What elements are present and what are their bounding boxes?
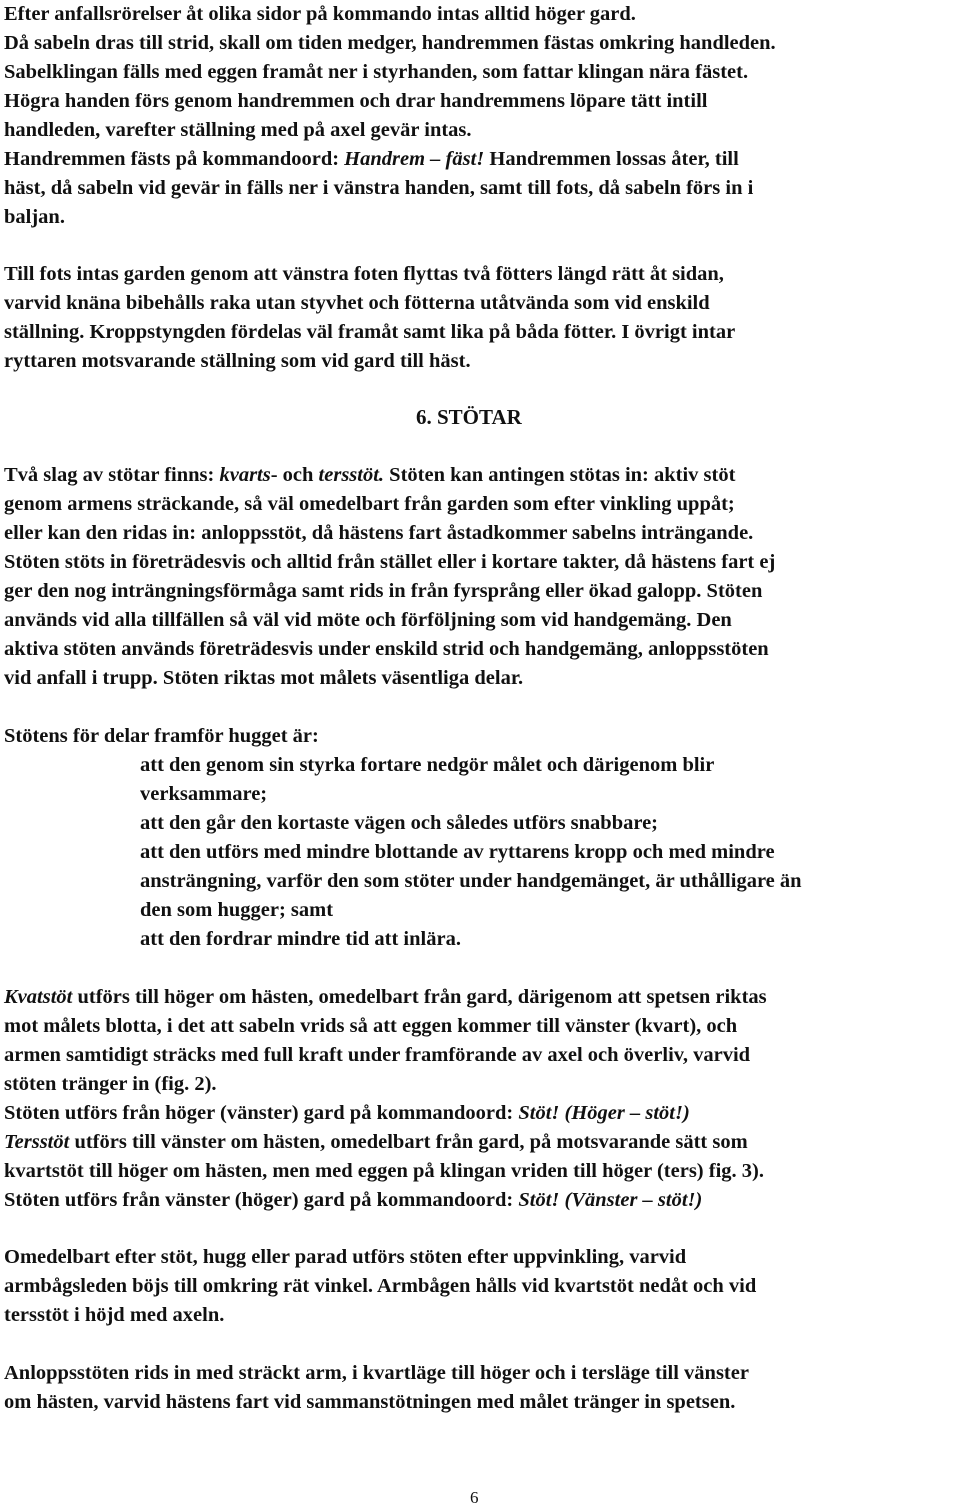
text-line: Stötens för delar framför hugget är:	[4, 725, 319, 747]
text-line: används vid alla tillfällen så väl vid möte och förföljning som vid handgemäng. Den	[4, 609, 732, 631]
text-line	[4, 983, 767, 1012]
list-item: att den går den kortaste vägen och således utförs snabbare;	[140, 812, 659, 834]
text-line: kvartstöt till höger om hästen, men med eggen på klingan vriden till höger (ters) fig. 3).	[4, 1160, 764, 1182]
text-span: utförs till höger om hästen, omedelbart från gard, därigenom att spetsen riktas	[72, 986, 767, 1008]
text-line: eller kan den ridas in: anloppsstöt, då hästens fart åstadkommer sabelns inträngande.	[4, 522, 754, 544]
text-span: Stöten utförs från vänster (höger) gard på kommandoord:	[4, 1189, 519, 1211]
text-span: Handremmen fästs på kommandoord:	[4, 148, 345, 170]
text-line	[4, 461, 735, 490]
text-line	[4, 145, 739, 174]
text-line: Till fots intas garden genom att vänstra foten flyttas två fötters längd rätt åt sidan,	[4, 263, 724, 285]
text-span: Handremmen lossas åter, till	[484, 148, 739, 170]
text-line: vid anfall i trupp. Stöten riktas mot målets väsentliga delar.	[4, 667, 524, 689]
text-line: handleden, varefter ställning med på axel gevär intas.	[4, 119, 472, 141]
term: Tersstöt	[4, 1131, 70, 1153]
list-item: ansträngning, varför den som stöter under handgemänget, är uthålligare än	[140, 870, 802, 892]
text-line: Högra handen förs genom handremmen och drar handremmens löpare tätt intill	[4, 90, 708, 112]
text-line: Stöten stöts in företrädesvis och alltid från stället eller i kortare takter, då hästens fart ej	[4, 551, 776, 573]
list-item: verksammare;	[140, 783, 268, 805]
text-line: baljan.	[4, 206, 65, 228]
text-line: om hästen, varvid hästens fart vid sammanstötningen med målet tränger in spetsen.	[4, 1391, 736, 1413]
text-line: ger den nog inträngningsförmåga samt rids in från fyrsprång eller ökad galopp. Stöten	[4, 580, 763, 602]
text-line: genom armens sträckande, så väl omedelbart från garden som efter vinkling uppåt;	[4, 493, 735, 515]
text-line: mot målets blotta, i det att sabeln vrids så att eggen kommer till vänster (kvart), och	[4, 1015, 738, 1037]
text-line: Sabelklingan fälls med eggen framåt ner i styrhanden, som fattar klingan nära fästet.	[4, 61, 749, 83]
term: tersstöt.	[318, 464, 385, 486]
text-span: Stöten kan antingen stötas in: aktiv stöt	[384, 464, 736, 486]
list-item: att den utförs med mindre blottande av ryttarens kropp och med mindre	[140, 841, 775, 863]
text-line: armen samtidigt sträcks med full kraft under framförande av axel och överliv, varvid	[4, 1044, 751, 1066]
text-line	[4, 1099, 690, 1128]
text-line	[4, 1128, 748, 1157]
text-line: ställning. Kroppstyngden fördelas väl framåt samt lika på båda fötter. I övrigt intar	[4, 321, 736, 343]
text-line: häst, då sabeln vid gevär in fälls ner i vänstra handen, samt till fots, då sabeln förs in i	[4, 177, 754, 199]
text-line	[4, 1186, 702, 1215]
text-span: Stöten utförs från höger (vänster) gard på kommandoord:	[4, 1102, 519, 1124]
command-word: Stöt! (Vänster – stöt!)	[518, 1189, 703, 1211]
text-line: stöten tränger in (fig. 2).	[4, 1073, 217, 1095]
text-line: Omedelbart efter stöt, hugg eller parad utförs stöten efter uppvinkling, varvid	[4, 1246, 687, 1268]
text-line: varvid knäna bibehålls raka utan styvhet och fötterna utåtvända som vid enskild	[4, 292, 710, 314]
command-word: Handrem – fäst!	[344, 148, 485, 170]
text-line: ryttaren motsvarande ställning som vid gard till häst.	[4, 350, 471, 372]
text-span: utförs till vänster om hästen, omedelbart från gard, på motsvarande sätt som	[69, 1131, 748, 1153]
text-line: Då sabeln dras till strid, skall om tiden medger, handremmen fästas omkring handleden.	[4, 32, 776, 54]
text-line: Anloppsstöten rids in med sträckt arm, i kvartläge till höger och i tersläge till vänster	[4, 1362, 749, 1384]
text-line: armbågsleden böjs till omkring rät vinkel. Armbågen hålls vid kvartstöt nedåt och vid	[4, 1275, 757, 1297]
text-span: - och	[270, 464, 319, 486]
term: kvarts	[219, 464, 271, 486]
list-item: att den genom sin styrka fortare nedgör målet och därigenom blir	[140, 754, 715, 776]
text-line: aktiva stöten används företrädesvis under enskild strid och handgemäng, anloppsstöten	[4, 638, 769, 660]
section-heading: 6. STÖTAR	[416, 405, 522, 429]
list-item: att den fordrar mindre tid att inlära.	[140, 928, 461, 950]
term: Kvatstöt	[4, 986, 73, 1008]
text-line: Efter anfallsrörelser åt olika sidor på kommando intas alltid höger gard.	[4, 3, 636, 25]
page-number: 6	[470, 1488, 479, 1507]
list-item: den som hugger; samt	[140, 899, 334, 921]
text-span: Två slag av stötar finns:	[4, 464, 220, 486]
text-line: tersstöt i höjd med axeln.	[4, 1304, 225, 1326]
command-word: Stöt! (Höger – stöt!)	[518, 1102, 690, 1124]
